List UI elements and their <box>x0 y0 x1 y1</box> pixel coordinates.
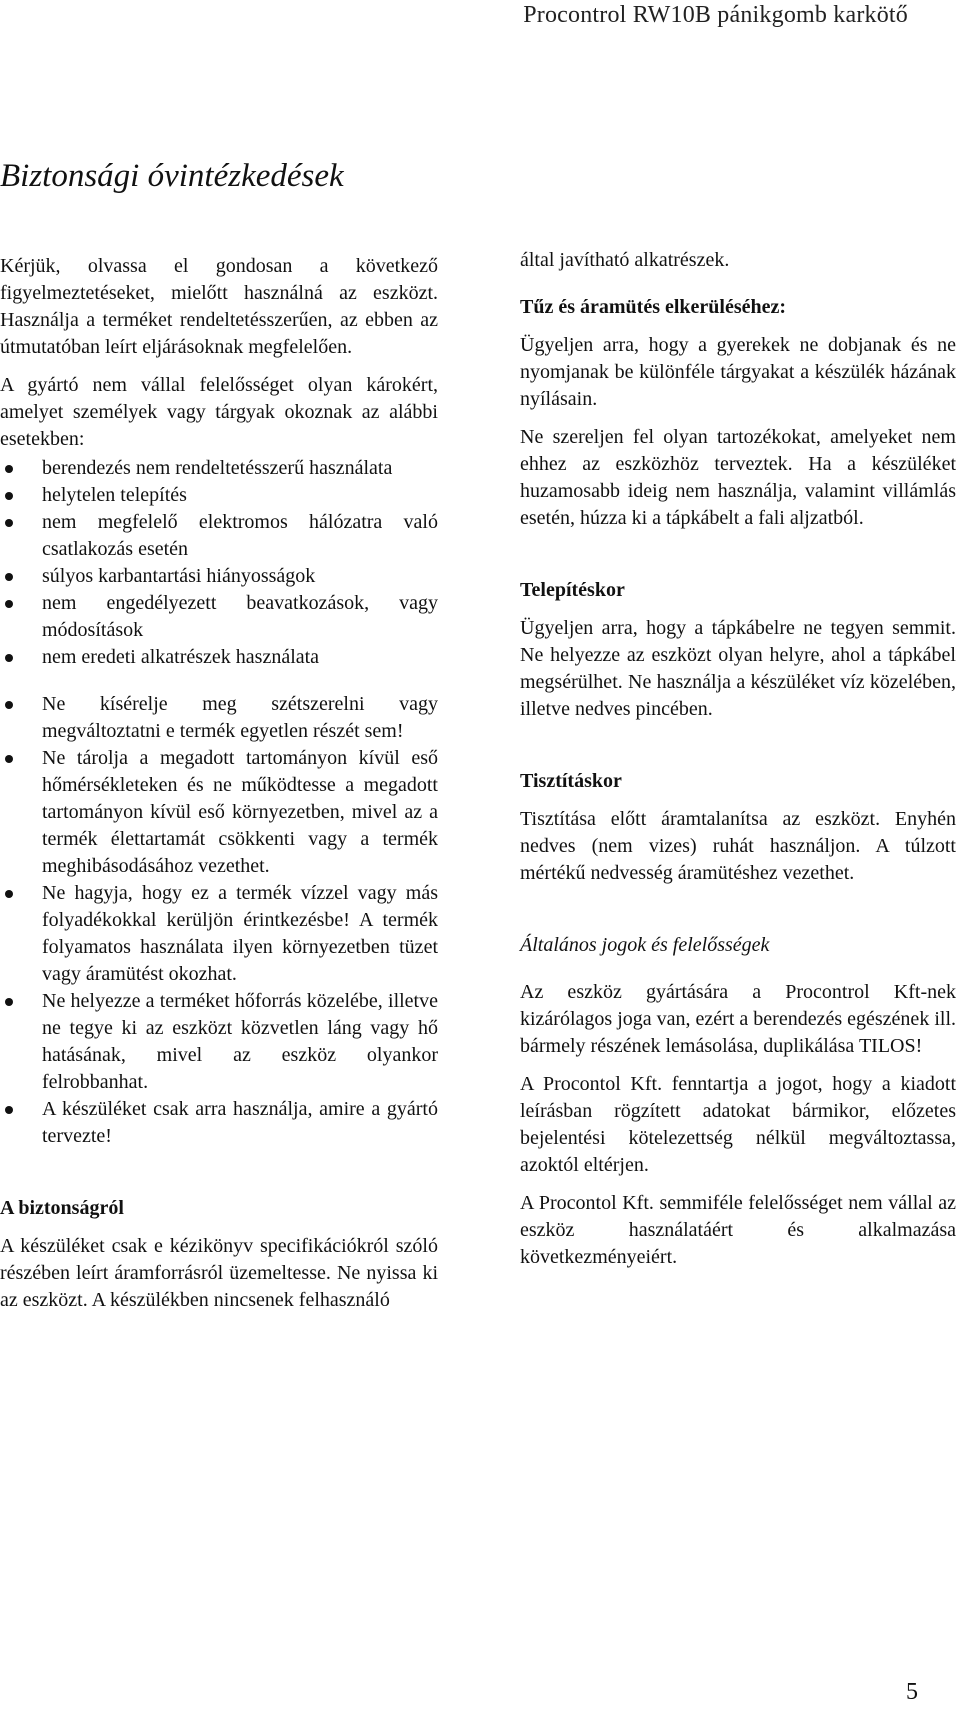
rights-paragraph-3: A Procontol Kft. semmiféle felelősséget nem vállal az eszköz használatáért és alkalmazása következményeiért. <box>520 1192 956 1268</box>
fire-paragraph-1: Ügyeljen arra, hogy a gyerekek ne dobjanak és ne nyomjanak be különféle tárgyakat a készülék házának nyílásain. <box>520 334 956 410</box>
section-title: Biztonsági óvintézkedések <box>0 158 344 194</box>
list-item: nem megfelelő elektromos hálózatra való csatlakozás esetén <box>0 509 438 563</box>
safety-paragraph: A készüléket csak e kézikönyv specifikációkról szóló részében leírt áramforrásról üzemeltesse. Ne nyissa ki az eszközt. A készülékben nincsenek felhasználó <box>0 1235 438 1311</box>
clean-paragraph: Tisztítása előtt áramtalanítsa az eszközt. Enyhén nedves (nem vizes) ruhát használjon. A túlzott mértékű nedvesség áramütéshez vezethet. <box>520 808 956 884</box>
safety-continuation: által javítható alkatrészek. <box>520 249 730 271</box>
rights-paragraph-2: A Procontol Kft. fenntartja a jogot, hogy a kiadott leírásban rögzített adatokat bármikor, előzetes bejelentési kötelezettség nélkül megváltoztassa, azoktól eltérjen. <box>520 1073 956 1176</box>
list-item: súlyos karbantartási hiányosságok <box>0 563 438 590</box>
safety-heading: A biztonságról <box>0 1197 124 1219</box>
liability-intro-paragraph: A gyártó nem vállal felelősséget olyan károkért, amelyet személyek vagy tárgyak okoznak az alábbi esetekben: <box>0 374 438 450</box>
list-item: helytelen telepítés <box>0 482 438 509</box>
install-paragraph: Ügyeljen arra, hogy a tápkábelre ne tegyen semmit. Ne helyezze az eszközt olyan helyre, ahol a tápkábel megsérülhet. Ne használja a készüléket víz közelében, illetve nedves pincében. <box>520 617 956 720</box>
document-header-title: Procontrol RW10B pánikgomb karkötő <box>523 2 908 28</box>
liability-cases-list <box>0 455 438 671</box>
clean-heading: Tisztításkor <box>520 770 622 792</box>
rights-paragraph-1: Az eszköz gyártására a Procontrol Kft-nek kizárólagos joga van, ezért a berendezés egészének ill. bármely részének lemásolása, duplikálása TILOS! <box>520 981 956 1057</box>
list-item: Ne helyezze a terméket hőforrás közelébe, illetve ne tegye ki az eszközt közvetlen láng vagy hő hatásának, mivel az eszköz olyankor felrobbanhat. <box>0 988 438 1096</box>
intro-paragraph: Kérjük, olvassa el gondosan a következő figyelmeztetéseket, mielőtt használná az eszközt. Használja a terméket rendeltetésszerűen, az ebben az útmutatóban leírt eljárásoknak megfelelően. <box>0 255 438 358</box>
list-item: A készüléket csak arra használja, amire a gyártó tervezte! <box>0 1096 438 1150</box>
list-item: Ne hagyja, hogy ez a termék vízzel vagy más folyadékokkal kerüljön érintkezésbe! A termék folyamatos használata ilyen környezetben tüzet vagy áramütést okozhat. <box>0 880 438 988</box>
list-item: Ne kísérelje meg szétszerelni vagy megváltoztatni e termék egyetlen részét sem! <box>0 691 438 745</box>
left-column <box>0 253 438 1314</box>
list-item: nem engedélyezett beavatkozások, vagy módosítások <box>0 590 438 644</box>
page-number: 5 <box>906 1679 918 1705</box>
install-heading: Telepítéskor <box>520 579 625 601</box>
rights-heading: Általános jogok és felelősségek <box>520 934 770 956</box>
warnings-list <box>0 691 438 1150</box>
fire-heading: Tűz és áramütés elkerüléséhez: <box>520 296 787 318</box>
list-item: Ne tárolja a megadott tartományon kívül eső hőmérsékleteken és ne működtesse a megadott tartományon kívül eső környezetben, mivel az a termék élettartamát csökkenti vagy a termék meghibásodásához vezethet. <box>0 745 438 880</box>
right-column <box>520 247 956 1271</box>
list-item: berendezés nem rendeltetésszerű használata <box>0 455 438 482</box>
list-item: nem eredeti alkatrészek használata <box>0 644 438 671</box>
fire-paragraph-2: Ne szereljen fel olyan tartozékokat, amelyeket nem ehhez az eszközhöz terveztek. Ha a készüléket huzamosabb ideig nem használja, valamint villámlás esetén, húzza ki a tápkábelt a fali aljzatból. <box>520 426 956 529</box>
